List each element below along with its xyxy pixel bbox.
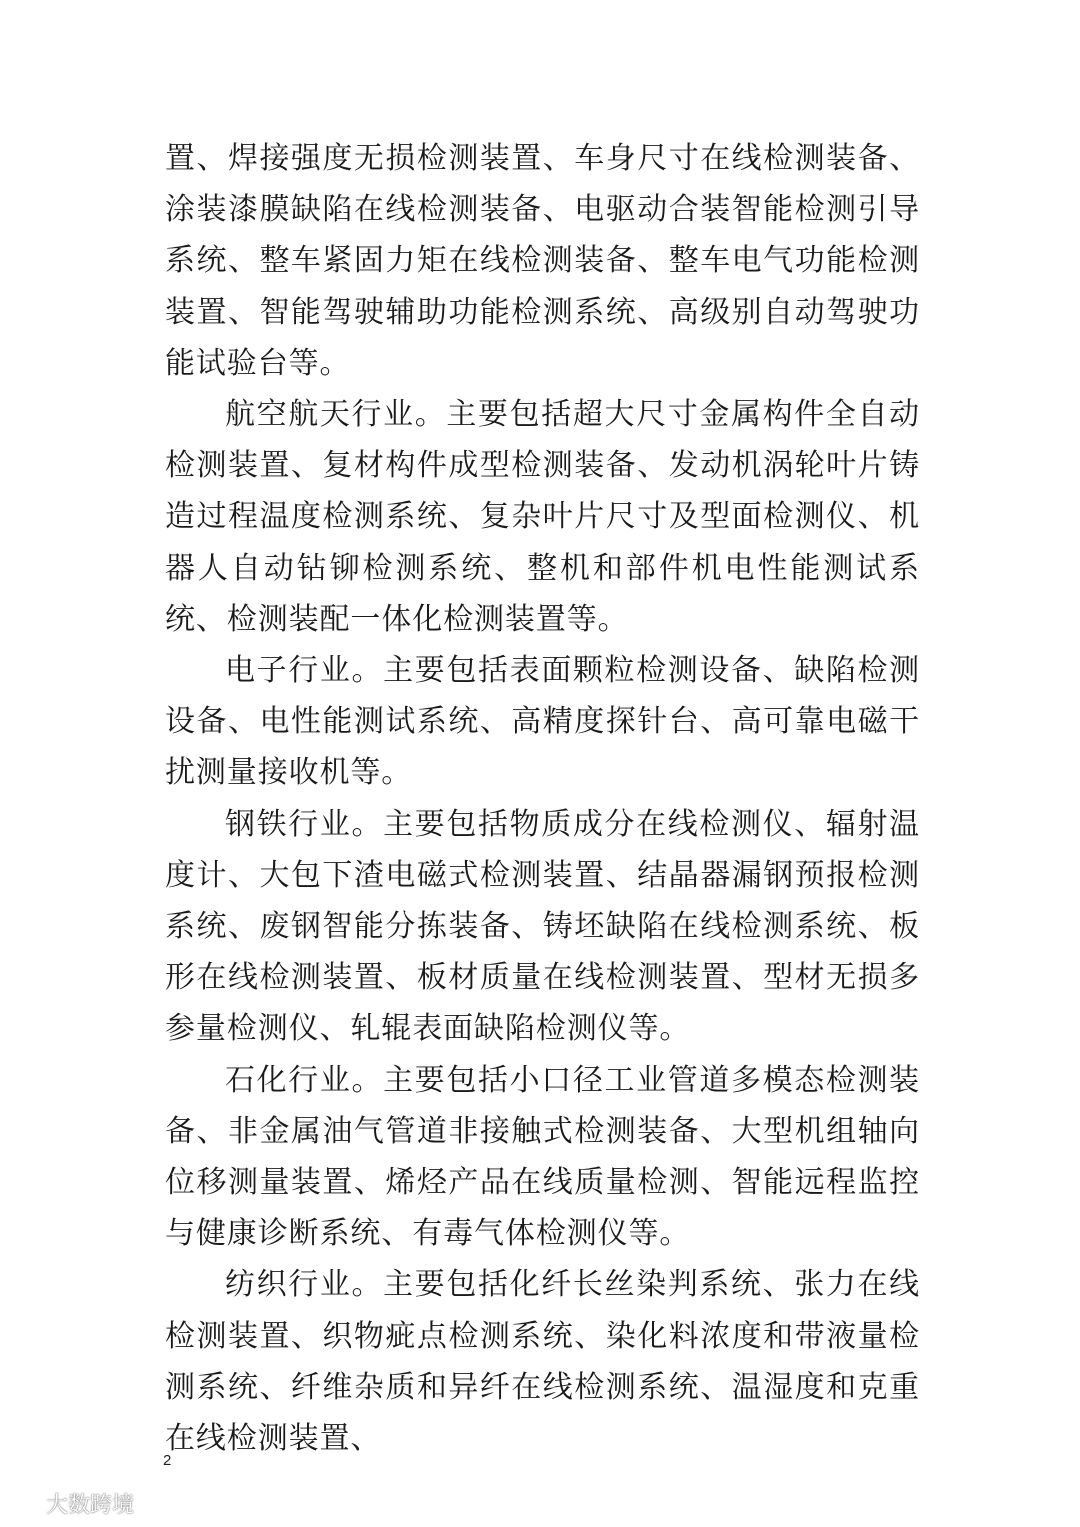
paragraph-petrochemical: 石化行业。主要包括小口径工业管道多模态检测装备、非金属油气管道非接触式检测装备、大型机组轴向位移测量装置、烯烃产品在线质量检测、智能远程监控与健康诊断系统、有毒气体检测仪等。 xyxy=(165,1062,920,1252)
paragraph-electronics: 电子行业。主要包括表面颗粒检测设备、缺陷检测设备、电性能测试系统、高精度探针台、高可靠电磁干扰测量接收机等。 xyxy=(165,653,920,791)
paragraph-aerospace: 航空航天行业。主要包括超大尺寸金属构件全自动检测装置、复材构件成型检测装备、发动机涡轮叶片铸造过程温度检测系统、复杂叶片尺寸及型面检测仪、机器人自动钻铆检测系统、整机和部件机电性能测试系统、检测装配一体化检测装置等。 xyxy=(165,397,920,637)
paragraph-textile: 纺织行业。主要包括化纤长丝染判系统、张力在线检测装置、织物疵点检测系统、染化料浓度和带液量检测系统、纤维杂质和异纤在线检测系统、温湿度和克重在线检测装置、 xyxy=(165,1267,920,1457)
document-body xyxy=(165,133,920,1464)
page-number: 2 xyxy=(163,1452,172,1469)
watermark xyxy=(4,1488,134,1519)
paragraph-steel: 钢铁行业。主要包括物质成分在线检测仪、辐射温度计、大包下渣电磁式检测装置、结晶器漏钢预报检测系统、废钢智能分拣装备、铸坯缺陷在线检测系统、板形在线检测装置、板材质量在线检测装置、型材无损多参量检测仪、轧辊表面缺陷检测仪等。 xyxy=(165,806,920,1047)
weibo-logo-icon xyxy=(4,1491,40,1517)
watermark-text: 大数跨境 xyxy=(46,1493,135,1518)
paragraph-continuation: 置、焊接强度无损检测装置、车身尺寸在线检测装备、涂装漆膜缺陷在线检测装备、电驱动合装智能检测引导系统、整车紧固力矩在线检测装备、整车电气功能检测装置、智能驾驶辅助功能检测系统、高级别自动驾驶功能试验台等。 xyxy=(165,141,920,381)
